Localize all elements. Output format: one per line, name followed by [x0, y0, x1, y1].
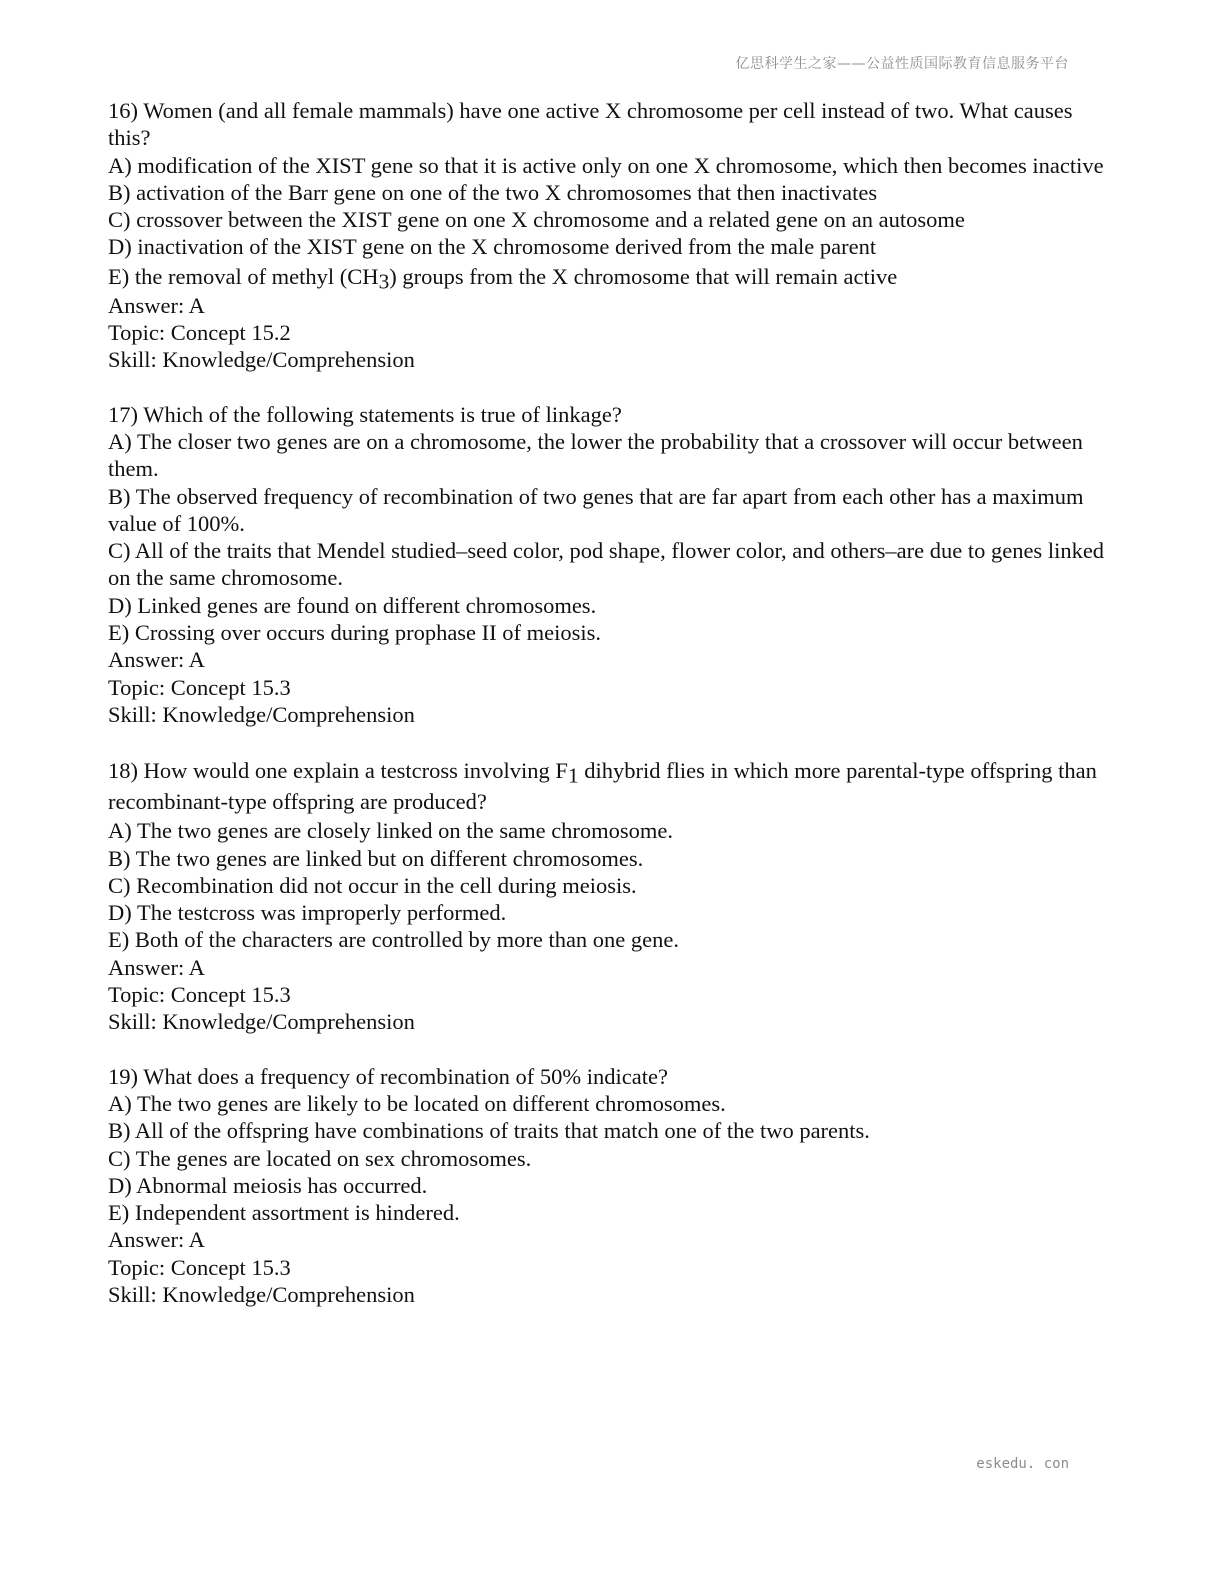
answer-line: Answer: A	[108, 292, 205, 318]
option-e	[108, 261, 1108, 292]
option-e: E) Both of the characters are controlled by more than one gene.	[108, 927, 680, 953]
option-e-subscript: 3	[378, 269, 390, 294]
answer-line: Answer: A	[108, 647, 205, 673]
question-stem-subscript: 1	[567, 763, 579, 788]
topic-line: Topic: Concept 15.2	[108, 320, 291, 346]
question-stem: 19) What does a frequency of recombination of 50% indicate?	[108, 1063, 668, 1089]
option-c: C) crossover between the XIST gene on one X chromosome and a related gene on an autosome	[108, 207, 965, 233]
option-e: E) Independent assortment is hindered.	[108, 1200, 460, 1226]
option-d: D) Abnormal meiosis has occurred.	[108, 1172, 428, 1198]
topic-line: Topic: Concept 15.3	[108, 982, 291, 1008]
question-stem-start: 18) How would one explain a testcross involving F	[108, 758, 568, 784]
question-document	[108, 97, 1108, 1335]
skill-line: Skill: Knowledge/Comprehension	[108, 1009, 415, 1035]
option-c: C) The genes are located on sex chromosomes.	[108, 1145, 532, 1171]
question-stem	[108, 755, 1108, 817]
option-b: B) The two genes are linked but on different chromosomes.	[108, 845, 644, 871]
option-c: C) Recombination did not occur in the cell during meiosis.	[108, 872, 637, 898]
answer-line: Answer: A	[108, 1227, 205, 1253]
option-e-text-start: E) the removal of methyl (CH	[108, 263, 379, 289]
footer-domain: eskedu. con	[976, 1456, 1069, 1472]
option-e: E) Crossing over occurs during prophase II of meiosis.	[108, 620, 602, 646]
skill-line: Skill: Knowledge/Comprehension	[108, 1281, 415, 1307]
option-a: A) The two genes are likely to be located on different chromosomes.	[108, 1090, 726, 1116]
option-d: D) inactivation of the XIST gene on the X chromosome derived from the male parent	[108, 234, 877, 260]
option-b: B) All of the offspring have combinations of traits that match one of the two parents.	[108, 1118, 870, 1144]
option-a: A) The two genes are closely linked on the same chromosome.	[108, 818, 674, 844]
question-stem: 16) Women (and all female mammals) have one active X chromosome per cell instead of two. What causes this?	[108, 98, 1073, 151]
question-16	[108, 97, 1108, 374]
option-b: B) The observed frequency of recombination of two genes that are far apart from each other has a maximum value of 100%.	[108, 483, 1084, 536]
topic-line: Topic: Concept 15.3	[108, 674, 291, 700]
question-stem: 17) Which of the following statements is true of linkage?	[108, 401, 622, 427]
question-19	[108, 1063, 1108, 1309]
answer-line: Answer: A	[108, 954, 205, 980]
option-b: B) activation of the Barr gene on one of the two X chromosomes that then inactivates	[108, 179, 878, 205]
question-stem-end: dihybrid flies in which more parental-type offspring than recombinant-type offspring are produced?	[108, 758, 1097, 815]
question-17	[108, 401, 1108, 729]
option-a: A) modification of the XIST gene so that it is active only on one X chromosome, which then becomes inactive	[108, 152, 1104, 178]
option-a: A) The closer two genes are on a chromosome, the lower the probability that a crossover will occur between them.	[108, 428, 1083, 482]
skill-line: Skill: Knowledge/Comprehension	[108, 701, 415, 727]
option-c: C) All of the traits that Mendel studied–seed color, pod shape, flower color, and others–are due to genes linked on the same chromosome.	[108, 538, 1105, 591]
skill-line: Skill: Knowledge/Comprehension	[108, 347, 415, 373]
option-e-text-end: ) groups from the X chromosome that will remain active	[389, 263, 898, 289]
option-d: D) The testcross was improperly performed.	[108, 900, 507, 926]
topic-line: Topic: Concept 15.3	[108, 1254, 291, 1280]
option-d: D) Linked genes are found on different chromosomes.	[108, 592, 597, 618]
header-site-note: 亿思科学生之家——公益性质国际教育信息服务平台	[735, 56, 1069, 72]
question-18	[108, 755, 1108, 1035]
